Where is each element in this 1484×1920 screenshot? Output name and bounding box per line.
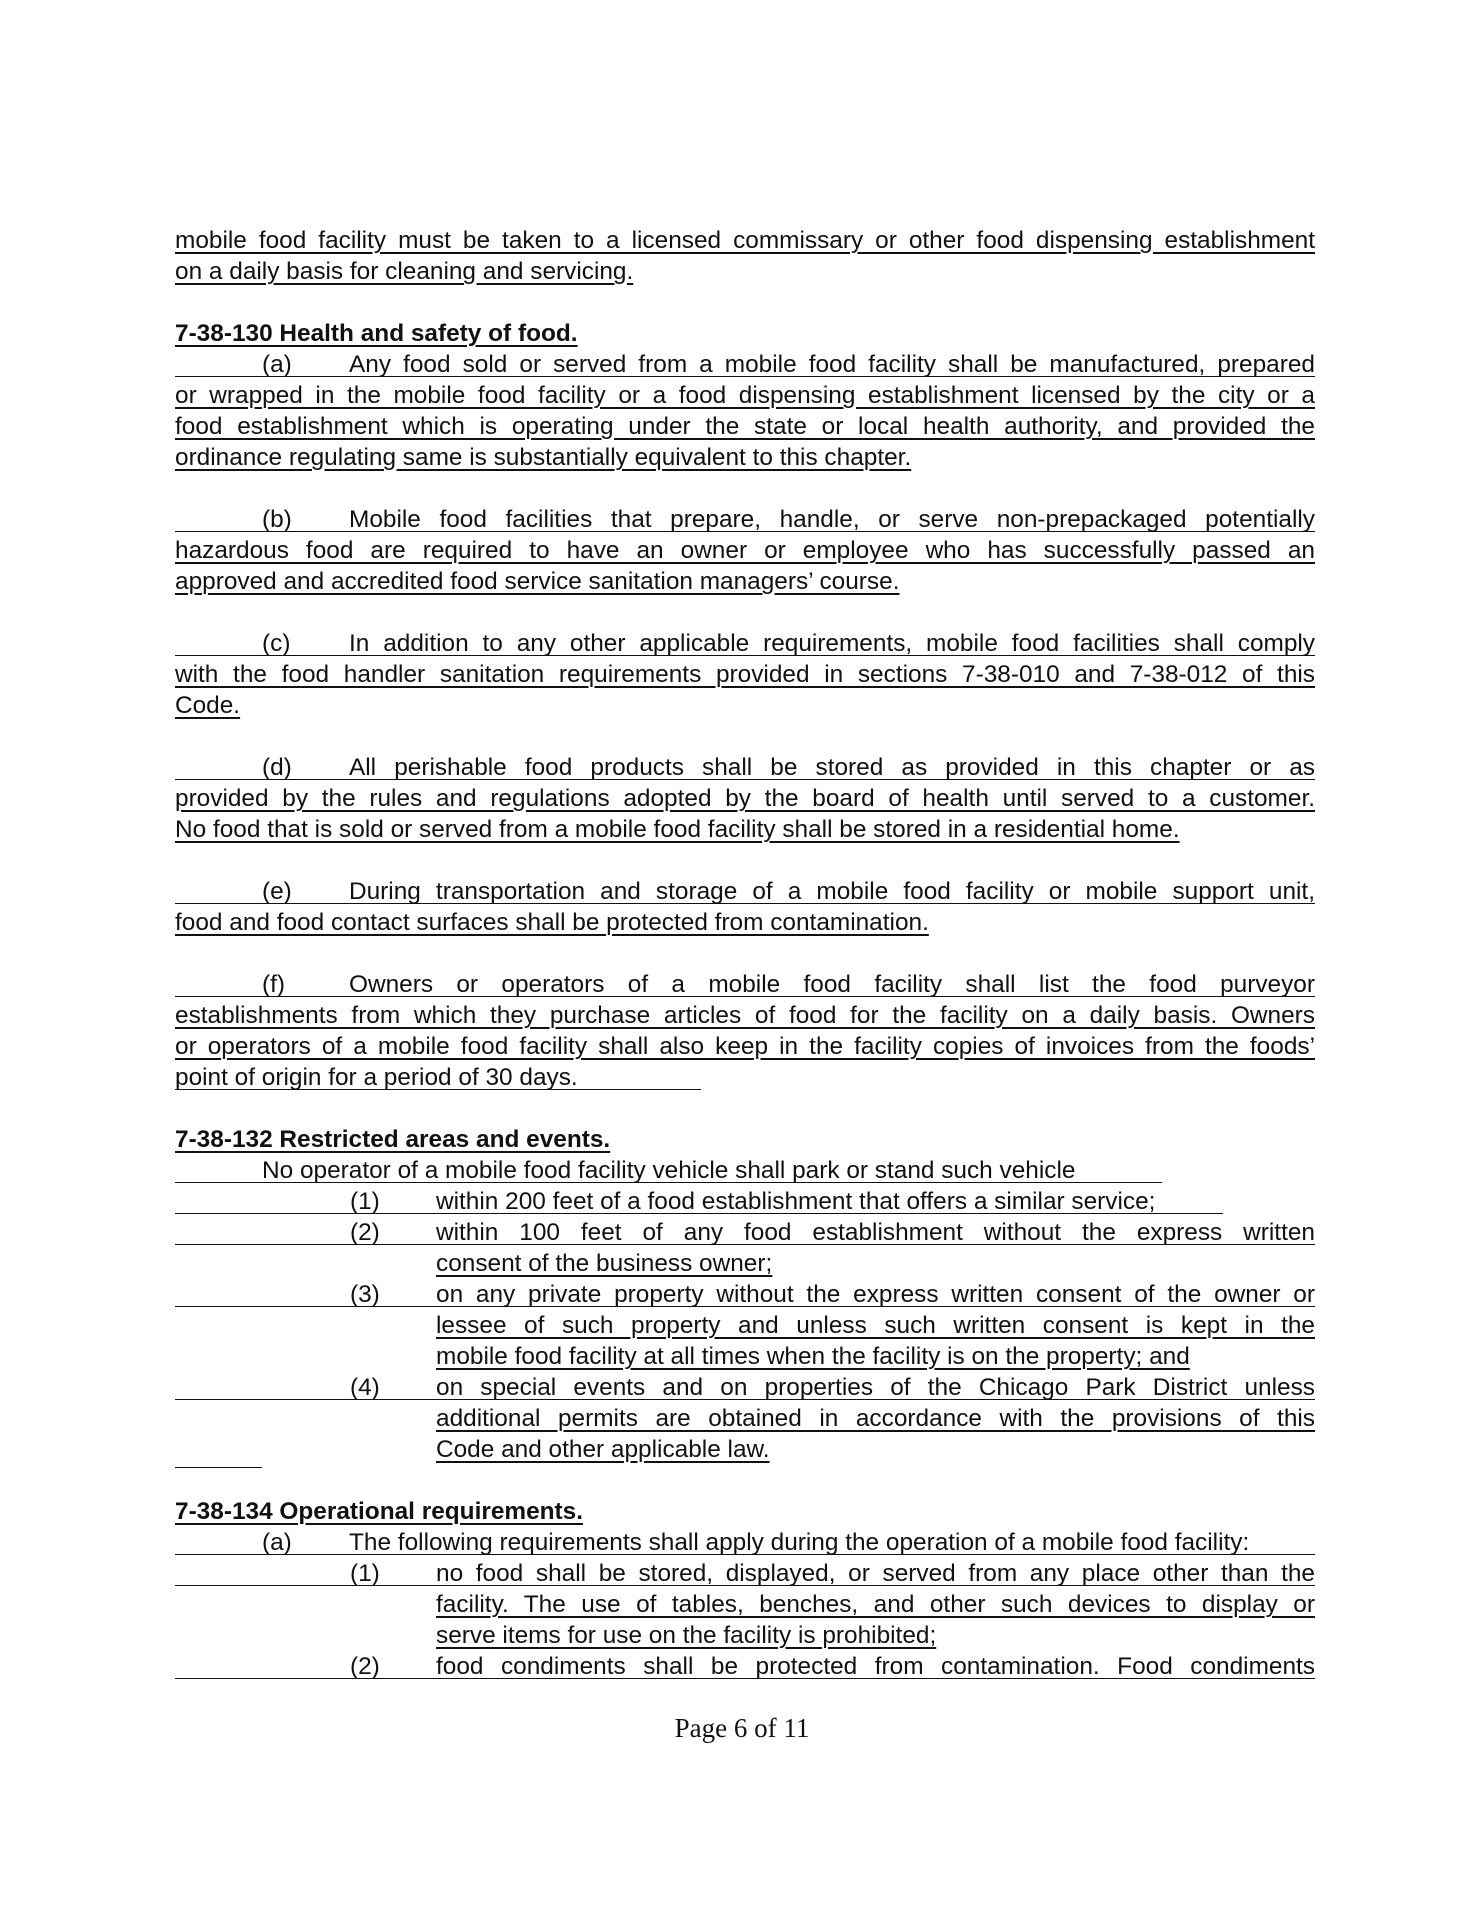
para-130-a-line-3: food establishment which is operating under the state or local health authority, and provided the bbox=[175, 413, 1315, 440]
section-heading-134: 7-38-134 Operational requirements. bbox=[175, 1498, 584, 1525]
para-130-d-line-3: No food that is sold or served from a mobile food facility shall be stored in a residential home. bbox=[175, 816, 1180, 843]
item-text: Code and other applicable law. bbox=[436, 1436, 770, 1463]
item-label: (2) bbox=[350, 1653, 380, 1680]
para-130-b-line-2: hazardous food are required to have an owner or employee who has successfully passed an bbox=[175, 537, 1315, 564]
section-heading-130: 7-38-130 Health and safety of food. bbox=[175, 320, 578, 347]
restricted-lead bbox=[175, 1155, 1315, 1186]
item-label: (1) bbox=[350, 1188, 380, 1215]
item-text: within 200 feet of a food establishment that offers a similar service; bbox=[436, 1188, 1156, 1215]
restricted-item-4-cont-2 bbox=[175, 1434, 1315, 1465]
lead-text: No operator of a mobile food facility vehicle shall park or stand such vehicle bbox=[262, 1157, 1076, 1184]
para-130-c-line-2: with the food handler sanitation requirements provided in sections 7-38-010 and 7-38-012 of this bbox=[175, 661, 1315, 688]
restricted-item-4-cont-1 bbox=[175, 1403, 1315, 1434]
para-130-d-first bbox=[175, 752, 1315, 783]
item-text: serve items for use on the facility is prohibited; bbox=[436, 1622, 937, 1649]
restricted-item-1 bbox=[175, 1186, 1315, 1217]
restricted-item-4 bbox=[175, 1372, 1315, 1403]
item-text: lessee of such property and unless such written consent is kept in the bbox=[436, 1312, 1315, 1339]
item-label: (1) bbox=[350, 1560, 380, 1587]
restricted-item-2-cont bbox=[175, 1248, 1315, 1279]
para-text: In addition to any other applicable requirements, mobile food facilities shall comply bbox=[349, 630, 1315, 657]
para-text: Any food sold or served from a mobile food facility shall be manufactured, prepared bbox=[349, 351, 1315, 378]
item-text: on any private property without the express written consent of the owner or bbox=[436, 1281, 1315, 1308]
para-130-b-first bbox=[175, 504, 1315, 535]
section-heading-132: 7-38-132 Restricted areas and events. bbox=[175, 1126, 611, 1153]
para-text: Owners or operators of a mobile food facility shall list the food purveyor bbox=[349, 971, 1315, 998]
item-text: mobile food facility at all times when the facility is on the property; and bbox=[436, 1343, 1190, 1370]
underline-rule bbox=[175, 1089, 701, 1090]
para-130-f-line-3: or operators of a mobile food facility shall also keep in the facility copies of invoices from the foods’ bbox=[175, 1033, 1315, 1060]
restricted-item-3-cont-1 bbox=[175, 1310, 1315, 1341]
restricted-item-2 bbox=[175, 1217, 1315, 1248]
para-130-f-line-2: establishments from which they purchase articles of food for the facility on a daily basis. Owners bbox=[175, 1002, 1315, 1029]
para-130-d-line-2: provided by the rules and regulations adopted by the board of health until served to a customer. bbox=[175, 785, 1315, 812]
item-text: no food shall be stored, displayed, or served from any place other than the bbox=[436, 1560, 1315, 1587]
restricted-item-3 bbox=[175, 1279, 1315, 1310]
operational-item-1 bbox=[175, 1558, 1315, 1589]
item-text: within 100 feet of any food establishment without the express written bbox=[436, 1219, 1315, 1246]
item-text: consent of the business owner; bbox=[436, 1250, 773, 1277]
para-text: All perishable food products shall be stored as provided in this chapter or as bbox=[349, 754, 1315, 781]
para-label: (a) bbox=[262, 351, 292, 378]
para-text: Mobile food facilities that prepare, handle, or serve non-prepackaged potentially bbox=[349, 506, 1315, 533]
para-130-f-first bbox=[175, 969, 1315, 1000]
item-label: (2) bbox=[350, 1219, 380, 1246]
para-130-b-line-3: approved and accredited food service sanitation managers’ course. bbox=[175, 568, 900, 595]
item-label: (3) bbox=[350, 1281, 380, 1308]
item-label: (a) bbox=[262, 1529, 292, 1556]
operational-a bbox=[175, 1527, 1315, 1558]
restricted-item-3-cont-2 bbox=[175, 1341, 1315, 1372]
para-label: (e) bbox=[262, 878, 292, 905]
intro-line-1: mobile food facility must be taken to a licensed commissary or other food dispensing establishment bbox=[175, 227, 1315, 254]
item-text: on special events and on properties of the Chicago Park District unless bbox=[436, 1374, 1315, 1401]
intro-line-2: on a daily basis for cleaning and servicing. bbox=[175, 258, 634, 285]
item-text: additional permits are obtained in accordance with the provisions of this bbox=[436, 1405, 1315, 1432]
underline-rule bbox=[175, 1467, 262, 1468]
page-number: Page 6 of 11 bbox=[674, 1713, 810, 1743]
operational-item-1-cont-2 bbox=[175, 1620, 1315, 1651]
para-130-c-line-3: Code. bbox=[175, 692, 241, 719]
para-130-f-line-4-wrap bbox=[175, 1062, 1315, 1093]
para-label: (b) bbox=[262, 506, 292, 533]
item-text: food condiments shall be protected from contamination. Food condiments bbox=[436, 1653, 1315, 1680]
para-label: (c) bbox=[262, 630, 291, 657]
para-130-a-first bbox=[175, 349, 1315, 380]
para-label: (d) bbox=[262, 754, 292, 781]
para-130-e-first bbox=[175, 876, 1315, 907]
para-130-e-line-2: food and food contact surfaces shall be protected from contamination. bbox=[175, 909, 929, 936]
para-130-c-first bbox=[175, 628, 1315, 659]
para-130-a-line-2: or wrapped in the mobile food facility or a food dispensing establishment licensed by the city or a bbox=[175, 382, 1315, 409]
item-label: (4) bbox=[350, 1374, 380, 1401]
item-text: facility. The use of tables, benches, and other such devices to display or bbox=[436, 1591, 1315, 1618]
para-text: During transportation and storage of a mobile food facility or mobile support unit, bbox=[349, 878, 1315, 905]
para-text: point of origin for a period of 30 days. bbox=[175, 1064, 578, 1091]
operational-item-1-cont-1 bbox=[175, 1589, 1315, 1620]
operational-item-2 bbox=[175, 1651, 1315, 1682]
para-label: (f) bbox=[262, 971, 286, 998]
item-text: The following requirements shall apply during the operation of a mobile food facility: bbox=[349, 1529, 1250, 1556]
para-130-a-line-4: ordinance regulating same is substantially equivalent to this chapter. bbox=[175, 444, 912, 471]
